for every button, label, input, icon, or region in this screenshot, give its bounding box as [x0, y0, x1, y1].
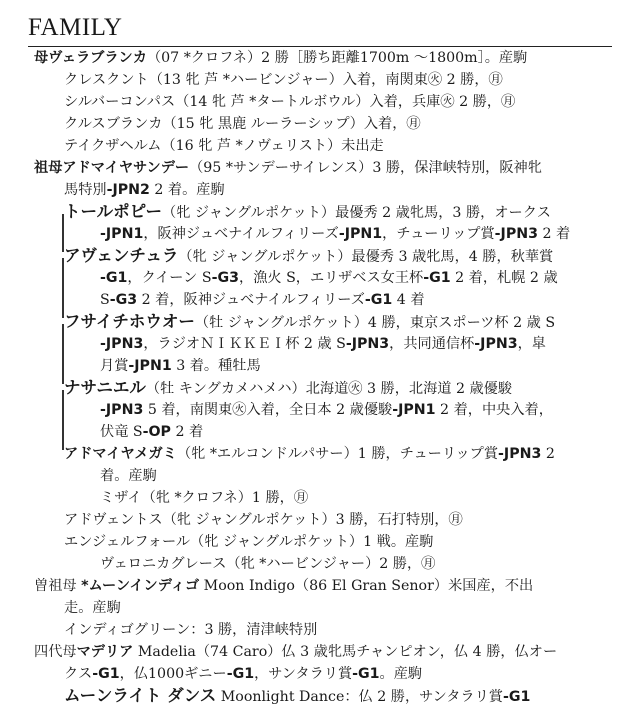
- highlight-bar: [62, 214, 64, 252]
- text-segment: ，漁火 S，エリザベス女王杯: [239, 270, 424, 286]
- text-segment: 。産駒: [379, 666, 423, 682]
- text-line: [64, 685, 530, 707]
- text-line: [34, 641, 557, 663]
- bold-segment: -JPN1: [338, 226, 383, 242]
- bold-segment: -G1: [100, 270, 128, 286]
- text-segment: （牝 *エルコンドルパサー）1 勝，チューリップ賞: [176, 446, 499, 462]
- text-segment: Moon Indigo（86 El Gran Senor）米国産，不出: [199, 578, 534, 594]
- text-segment: （95 *サンデーサイレンス）3 勝，保津峡特別，阪神牝: [189, 160, 542, 176]
- text-segment: ，チューリップ賞: [382, 226, 495, 242]
- text-line: [64, 91, 515, 113]
- text-segment: 2 着，中央入着，: [435, 402, 553, 418]
- text-segment: ，クイーン S: [127, 270, 212, 286]
- text-line: [64, 179, 225, 201]
- bold-segment: -G1: [423, 270, 451, 286]
- text-segment: 2 着: [170, 424, 204, 440]
- text-line: [64, 443, 555, 465]
- bold-segment: -G3: [211, 270, 239, 286]
- text-segment: テイクザヘルム（16 牝 芦 *ノヴェリスト）未出走: [64, 138, 384, 154]
- bold-segment: -JPN3: [474, 336, 518, 352]
- bold-segment: -JPN3: [100, 402, 144, 418]
- text-line: [100, 465, 157, 487]
- text-line: [64, 663, 422, 685]
- text-line: [100, 399, 553, 421]
- bold-segment: -G1: [503, 689, 531, 705]
- text-segment: アドヴェントス（牝 ジャングルポケット）3 勝，石打特別，㊊: [64, 512, 463, 528]
- bold-segment: 祖母アドマイヤサンデー: [34, 160, 190, 176]
- text-segment: 2: [541, 446, 555, 462]
- text-segment: 伏竜 S: [100, 424, 143, 440]
- text-line: [64, 69, 503, 91]
- text-segment: 3 着。種牡馬: [171, 358, 261, 374]
- text-segment: 2 着。産駒: [149, 182, 225, 198]
- text-segment: 月賞: [100, 358, 129, 374]
- text-segment: （牝 ジャングルポケット）最優秀 3 歳牝馬，4 勝，秋華賞: [178, 249, 554, 265]
- bold-segment: -OP: [142, 424, 171, 440]
- text-segment: 着。産駒: [100, 468, 157, 484]
- bold-segment: -G1: [226, 666, 255, 682]
- text-segment: 走。産駒: [64, 600, 121, 616]
- text-line: [100, 289, 425, 311]
- text-segment: 4 着: [392, 292, 425, 308]
- text-segment: 曽祖母: [34, 578, 82, 594]
- highlight-bar: [62, 258, 64, 318]
- bold-segment: フサイチホウオー: [64, 312, 195, 331]
- text-line: [64, 311, 555, 333]
- text-segment: （牝 ジャングルポケット）最優秀 2 歳牝馬，3 勝，オークス: [162, 205, 551, 221]
- text-line: [64, 619, 317, 641]
- text-segment: （牡 ジャングルポケット）4 勝，東京スポーツ杯 2 歳 S: [194, 315, 556, 331]
- text-line: [64, 135, 384, 157]
- bold-segment: -JPN1: [392, 402, 436, 418]
- bold-segment: -JPN3: [100, 336, 144, 352]
- text-segment: インディゴグリーン：3 勝，清津峡特別: [64, 622, 318, 638]
- text-segment: S: [100, 292, 110, 308]
- text-line: [100, 421, 203, 443]
- text-line: [34, 157, 542, 179]
- bold-segment: ムーンライト ダンス: [64, 686, 217, 705]
- highlight-bar: [62, 324, 64, 384]
- text-segment: エンジェルフォール（牝 ジャングルポケット）1 戦。産駒: [64, 534, 434, 550]
- text-line: [64, 531, 433, 553]
- bold-segment: -G3: [109, 292, 138, 308]
- text-segment: クルスブランカ（15 牝 黒鹿 ルーラーシップ）入着，㊊: [64, 116, 421, 132]
- text-line: [34, 575, 533, 597]
- bold-segment: -JPN3: [345, 336, 390, 352]
- text-segment: シルバーコンパス（14 牝 芦 *タートルボウル）入着，兵庫㊋ 2 勝，㊊: [64, 94, 516, 110]
- text-segment: ，皐: [517, 336, 546, 352]
- bold-segment: トールポピー: [64, 202, 163, 221]
- text-line: [100, 267, 558, 289]
- text-line: [64, 113, 421, 135]
- text-line: [64, 245, 553, 267]
- section-title: FAMILY: [28, 14, 123, 41]
- text-segment: Moonlight Dance：仏 2 勝，サンタラリ賞: [216, 689, 503, 705]
- bold-segment: 母ヴェラブランカ: [34, 50, 147, 66]
- bold-segment: -G1: [92, 666, 120, 682]
- text-line: [64, 597, 121, 619]
- text-line: [64, 201, 551, 223]
- text-segment: 2 着，阪神ジュベナイルフィリーズ: [137, 292, 365, 308]
- text-segment: 2 着: [537, 226, 571, 242]
- bold-segment: マデリア: [76, 644, 134, 660]
- bold-segment: -JPN2: [106, 182, 150, 198]
- text-line: [100, 355, 261, 377]
- text-line: [100, 487, 308, 509]
- text-line: [100, 333, 546, 355]
- bold-segment: -G1: [364, 292, 393, 308]
- bold-segment: -JPN1: [128, 358, 172, 374]
- bold-segment: -G1: [352, 666, 380, 682]
- text-segment: 四代母: [34, 644, 77, 660]
- text-segment: ，仏1000ギニー: [119, 666, 227, 682]
- text-segment: 2 着，札幌 2 歳: [450, 270, 558, 286]
- text-line: [64, 377, 512, 399]
- text-segment: ，サンタラリ賞: [254, 666, 353, 682]
- bold-segment: *ムーンインディゴ: [81, 578, 200, 594]
- text-line: [34, 47, 527, 69]
- text-segment: クレスクント（13 牝 芦 *ハービンジャー）入着，南関東㊋ 2 勝，㊊: [64, 72, 503, 88]
- text-segment: （牡 キングカメハメハ）北海道㊋ 3 勝，北海道 2 歳優駿: [145, 381, 513, 397]
- text-line: [100, 223, 570, 245]
- text-segment: （07 *クロフネ）2 勝［勝ち距離1700m 〜1800m］。産駒: [146, 50, 528, 66]
- bold-segment: -JPN3: [498, 446, 542, 462]
- text-segment: クス: [64, 666, 93, 682]
- highlight-bar: [62, 390, 64, 450]
- bold-segment: ナサニエル: [64, 378, 146, 397]
- text-segment: ，ラジオＮＩＫＫＥＩ杯 2 歳 S: [143, 336, 346, 352]
- text-segment: 5 着，南関東㊋入着，全日本 2 歳優駿: [143, 402, 393, 418]
- text-line: [64, 509, 463, 531]
- bold-segment: アドマイヤメガミ: [64, 446, 177, 462]
- bold-segment: アヴェンチュラ: [64, 246, 179, 265]
- text-segment: Madelia（74 Caro）仏 3 歳牝馬チャンピオン，仏 4 勝，仏オー: [133, 644, 558, 660]
- text-segment: ミザイ（牝 *クロフネ）1 勝，㊊: [100, 490, 309, 506]
- bold-segment: -JPN1: [100, 226, 144, 242]
- text-segment: ヴェロニカグレース（牝 *ハービンジャー）2 勝，㊊: [100, 556, 436, 572]
- text-segment: ，共同通信杯: [389, 336, 475, 352]
- text-segment: 馬特別: [64, 182, 107, 198]
- text-line: [100, 553, 435, 575]
- bold-segment: -JPN3: [494, 226, 538, 242]
- text-segment: ，阪神ジュベナイルフィリーズ: [143, 226, 339, 242]
